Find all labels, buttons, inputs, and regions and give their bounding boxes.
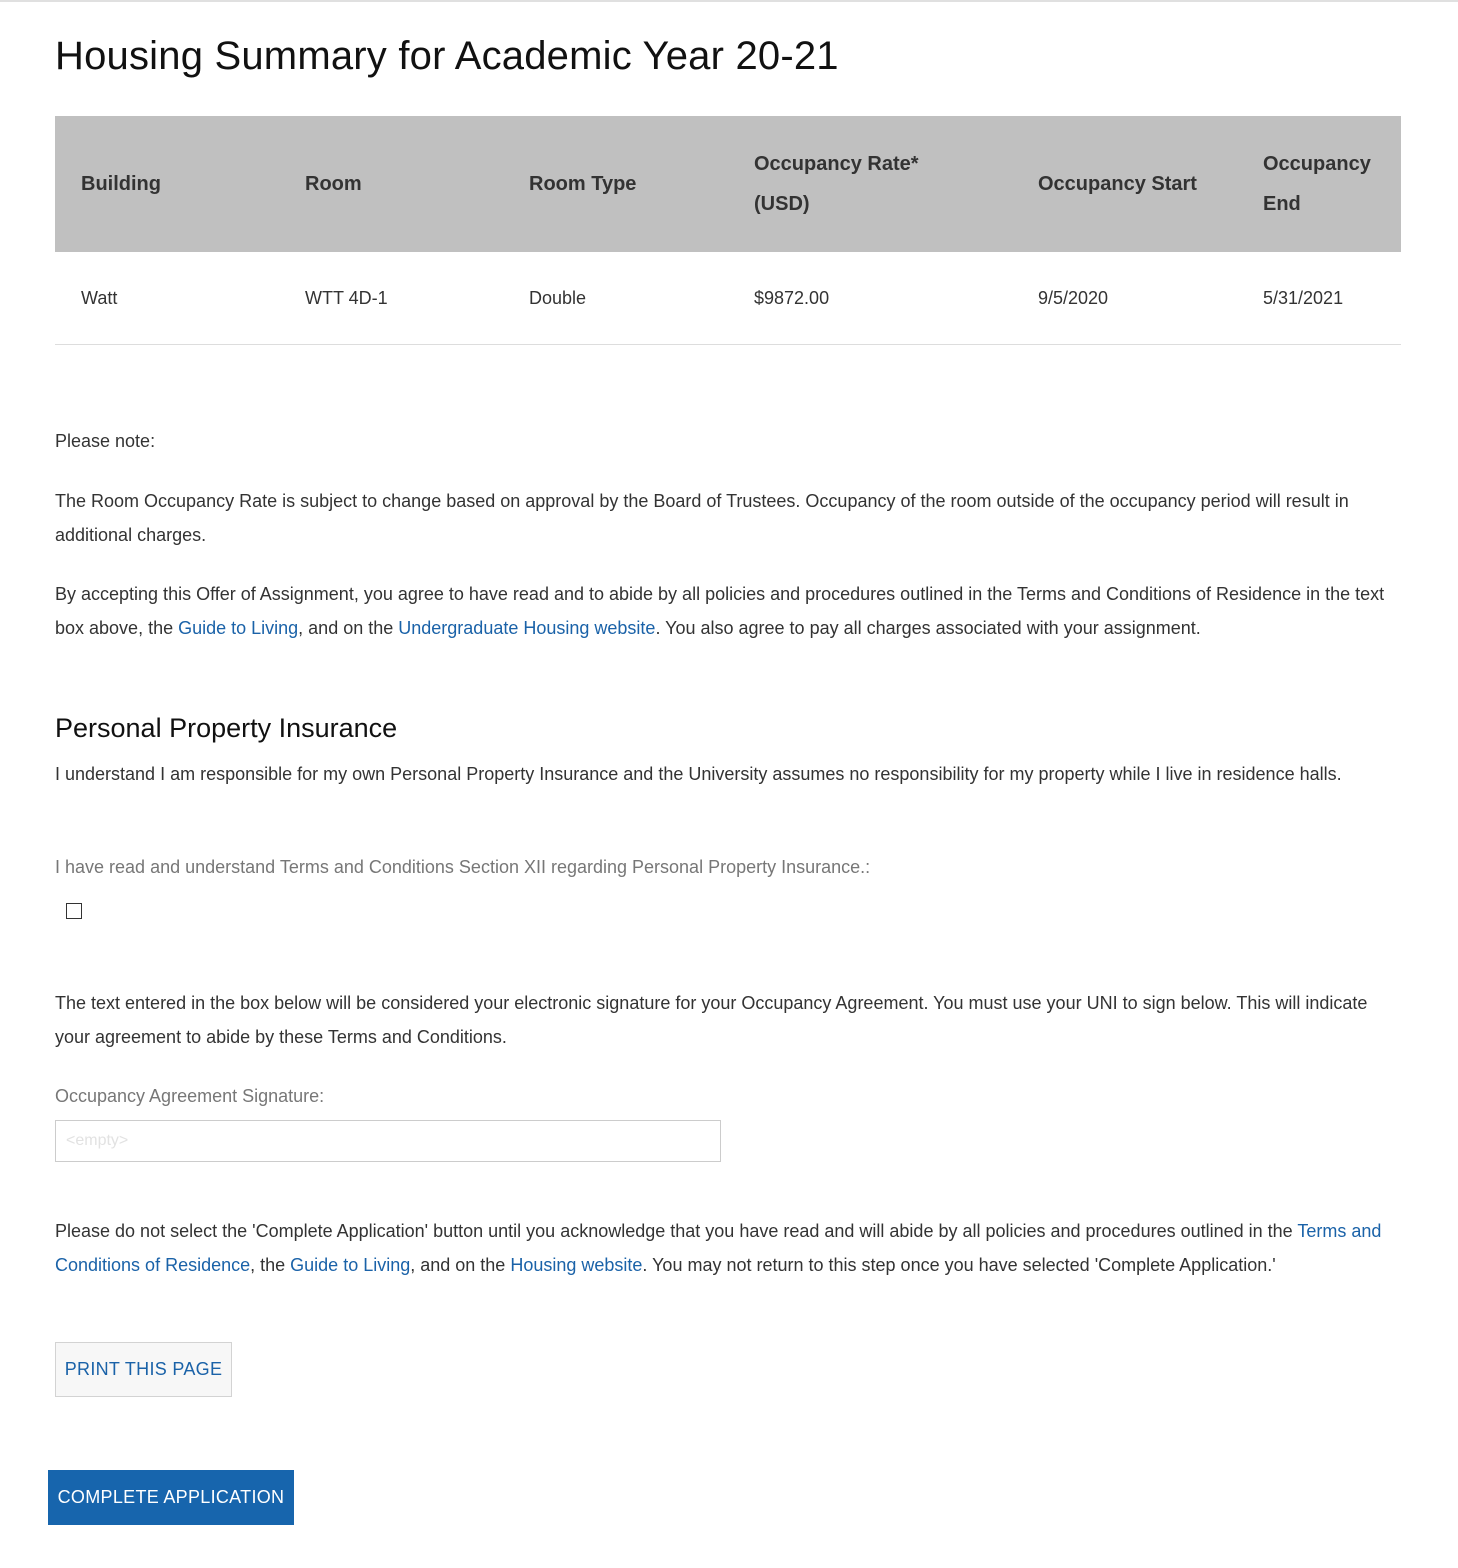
rate-notice-text: The Room Occupancy Rate is subject to change based on approval by the Board of Trustees. Occupancy of the room outside of the occupancy period will result in additional charges.: [55, 491, 1349, 545]
undergraduate-housing-website-link[interactable]: Undergraduate Housing website: [398, 617, 656, 638]
final-notice-prefix: Please do not select the 'Complete Application' button until you acknowledge that you have read and will abide by all policies and procedures outlined in the: [55, 1221, 1298, 1241]
final-notice-sep-1: , the: [250, 1254, 291, 1275]
signature-input[interactable]: [55, 1120, 721, 1162]
acceptance-text-suffix: . You also agree to pay all charges associated with your assignment.: [655, 617, 1201, 638]
cell-occupancy-rate: $9872.00: [728, 252, 1012, 345]
acceptance-notice: [55, 578, 1401, 645]
top-divider: [0, 0, 1458, 2]
please-note-label: Please note:: [55, 431, 156, 451]
column-header-room-type: Room Type: [529, 173, 637, 195]
insurance-statement: I understand I am responsible for my own Personal Property Insurance and the University assumes no responsibility for my property while I live in residence halls.: [55, 764, 1342, 784]
page-title: Housing Summary for Academic Year 20-21: [55, 34, 839, 78]
print-page-button[interactable]: PRINT THIS PAGE: [55, 1342, 232, 1397]
housing-summary-table: [55, 116, 1401, 345]
final-notice-suffix: . You may not return to this step once you have selected 'Complete Application.': [642, 1254, 1276, 1275]
acceptance-text-middle: , and on the: [298, 617, 399, 638]
signature-label: Occupancy Agreement Signature:: [55, 1086, 325, 1106]
column-header-occupancy-end: Occupancy End: [1263, 153, 1371, 215]
signature-notice: The text entered in the box below will be considered your electronic signature for your Occupancy Agreement. You must use your UNI to sign below. This will indicate your agreement to abide by these Terms and Conditions.: [55, 993, 1368, 1047]
guide-to-living-link-2[interactable]: Guide to Living: [290, 1254, 411, 1275]
cell-building: Watt: [55, 252, 279, 345]
insurance-checkbox-label: I have read and understand Terms and Conditions Section XII regarding Personal Property Insurance.:: [55, 857, 871, 877]
housing-website-link[interactable]: Housing website: [510, 1254, 643, 1275]
cell-occupancy-end: 5/31/2021: [1237, 252, 1401, 345]
guide-to-living-link[interactable]: Guide to Living: [178, 617, 299, 638]
cell-room: WTT 4D-1: [279, 252, 503, 345]
column-header-occupancy-rate: Occupancy Rate* (USD): [754, 153, 919, 215]
cell-room-type: Double: [503, 252, 728, 345]
acceptance-text-prefix: By accepting this Offer of Assignment, you agree to have read and to abide by all policies and procedures outlined in the Terms and Conditions of Residence in the text box above, the: [55, 584, 1385, 638]
column-header-building: Building: [81, 173, 161, 195]
table-header-row: [55, 116, 1401, 252]
complete-application-button[interactable]: COMPLETE APPLICATION: [48, 1470, 294, 1525]
final-notice-sep-2: , and on the: [410, 1254, 511, 1275]
insurance-heading: Personal Property Insurance: [55, 713, 398, 743]
terms-and-conditions-link[interactable]: Terms and Conditions of Residence: [55, 1221, 1382, 1275]
insurance-acknowledge-checkbox[interactable]: [66, 903, 82, 919]
final-notice: [55, 1215, 1401, 1282]
column-header-room: Room: [305, 173, 362, 195]
table-row: [55, 252, 1401, 345]
column-header-occupancy-start: Occupancy Start: [1038, 173, 1197, 195]
cell-occupancy-start: 9/5/2020: [1012, 252, 1237, 345]
